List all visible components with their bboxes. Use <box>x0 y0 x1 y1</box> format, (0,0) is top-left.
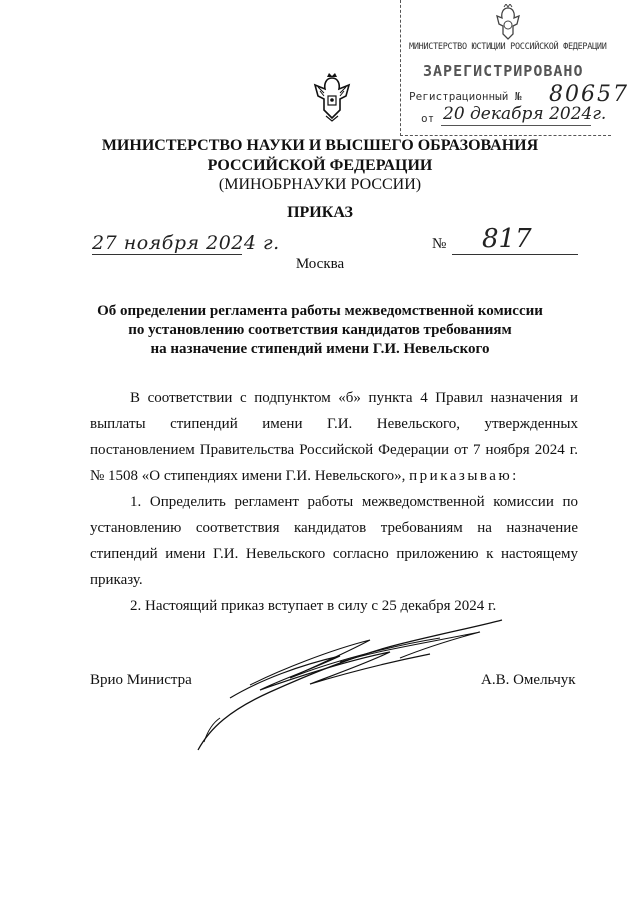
title-line3: на назначение стипендий имени Г.И. Невельского <box>150 341 490 357</box>
stamp-authority: МИНИСТЕРСТВО ЮСТИЦИИ РОССИЙСКОЙ ФЕДЕРАЦИИ <box>409 42 607 52</box>
signatory-position: Врио Министра <box>90 672 192 688</box>
doc-type: ПРИКАЗ <box>287 204 353 221</box>
stamp-date-prefix: от <box>421 112 435 125</box>
stamp-reg-number: 80657 <box>549 82 629 107</box>
preamble-text: В соответствии с подпунктом «б» пункта 4 Правил назначения и выплаты стипендий имени Г.И. Невельского, утвержденных постановлением Правительства Российской Федерации от 7 ноября 2024 г. № 1508 «О стипендиях имени Г.И. Невельского», <box>90 390 578 484</box>
number-sign: № <box>432 236 447 252</box>
title-line1: Об определении регламента работы межведомственной комиссии <box>97 303 543 319</box>
order-date: 27 ноября 2024 г. <box>92 232 280 254</box>
preamble <box>90 385 578 489</box>
ministry-name-line2: РОССИЙСКОЙ ФЕДЕРАЦИИ <box>207 157 433 174</box>
item-2: 2. Настоящий приказ вступает в силу с 25 декабря 2024 г. <box>130 598 497 614</box>
title-line2: по установлению соответствия кандидатов требованиям <box>128 322 512 338</box>
order-word: приказываю: <box>409 468 519 484</box>
item-1: 1. Определить регламент работы межведомственной комиссии по установлению соответствия кандидатов требованиям на назначение стипендий имени Г.И. Невельского согласно приложению к настоящему приказу. <box>90 494 578 588</box>
stamp-reg-label: Регистрационный № <box>409 90 522 103</box>
stamp-date-underline <box>441 125 591 126</box>
stamp-emblem-icon <box>491 4 525 42</box>
ministry-name-line1: МИНИСТЕРСТВО НАУКИ И ВЫСШЕГО ОБРАЗОВАНИЯ <box>101 137 539 154</box>
ministry-short-name: (МИНОБРНАУКИ РОССИИ) <box>218 176 422 193</box>
number-underline <box>452 254 578 255</box>
order-number: 817 <box>482 224 532 254</box>
handwritten-signature <box>190 610 510 755</box>
date-underline <box>92 254 242 255</box>
city: Москва <box>295 256 345 272</box>
signatory-name: А.В. Омельчук <box>481 672 576 688</box>
stamp-status: ЗАРЕГИСТРИРОВАНО <box>423 62 584 80</box>
registration-stamp <box>400 0 629 136</box>
stamp-reg-date: 20 декабря 2024г. <box>443 104 607 124</box>
coat-of-arms-icon <box>310 72 354 122</box>
